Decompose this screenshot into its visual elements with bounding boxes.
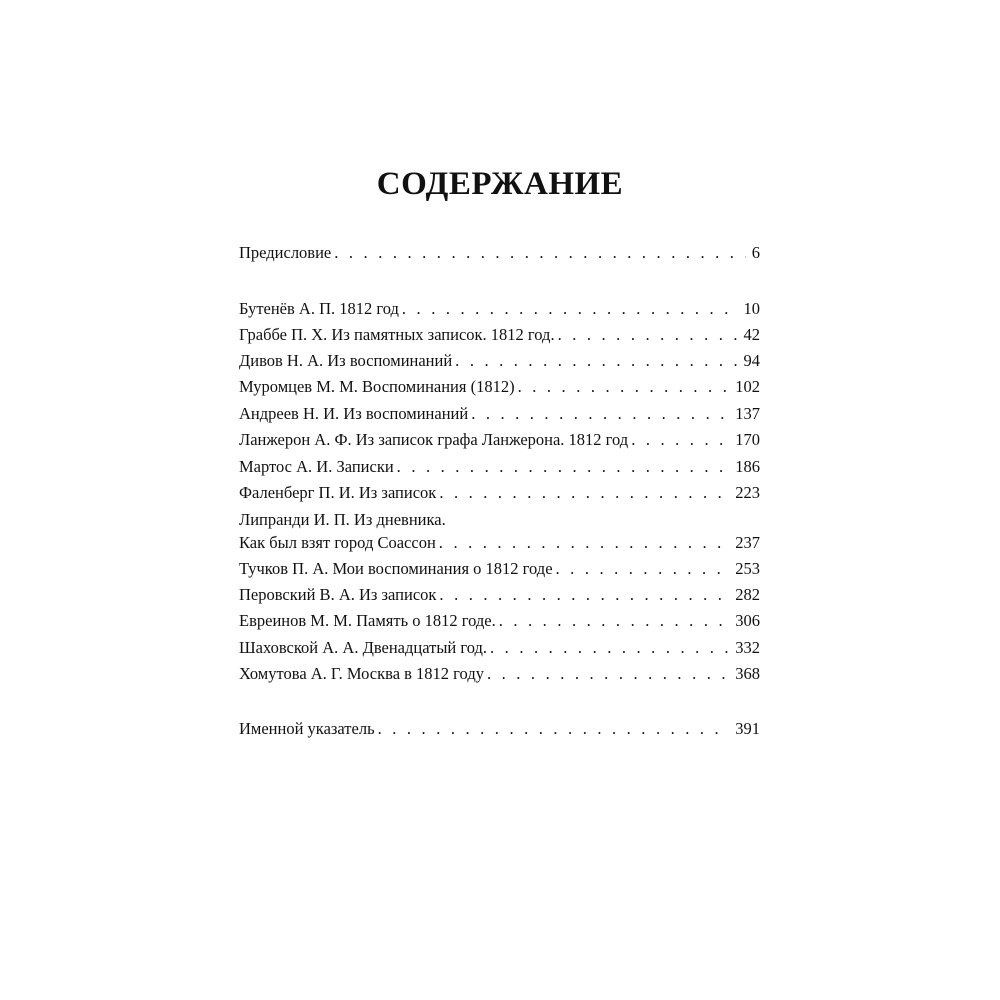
- toc-entry: [239, 322, 760, 348]
- toc-page-number: 94: [743, 351, 760, 370]
- toc-entry-title: Шаховской А. А. Двенадцатый год.: [239, 638, 488, 657]
- dot-leader: [439, 582, 729, 608]
- toc-page-number: 253: [735, 559, 760, 578]
- dot-leader: [397, 454, 730, 480]
- dot-leader: [490, 635, 729, 661]
- toc-entry: [239, 480, 760, 506]
- dot-leader: [518, 374, 730, 400]
- toc-entry-title: Тучков П. А. Мои воспоминания о 1812 годе: [239, 559, 553, 578]
- toc-entry: [239, 661, 760, 687]
- toc-page-number: 170: [735, 430, 760, 449]
- toc-entry-preface: [239, 240, 760, 266]
- toc-entry: [239, 556, 760, 582]
- toc-entry: [239, 401, 760, 427]
- dot-leader: [499, 608, 730, 634]
- dot-leader: [439, 480, 729, 506]
- toc-page-number: 42: [743, 325, 760, 344]
- toc-page-number: 6: [751, 243, 760, 262]
- toc-entry: [239, 454, 760, 480]
- toc-entry: [239, 374, 760, 400]
- toc-entry: [239, 296, 760, 322]
- toc-entry-title: Перовский В. А. Из записок: [239, 585, 437, 604]
- dot-leader: [378, 716, 730, 742]
- dot-leader: [631, 427, 729, 453]
- dot-leader: [487, 661, 729, 687]
- toc-entry-title: Бутенёв А. П. 1812 год: [239, 299, 399, 318]
- toc-entry-title-line1: Липранди И. П. Из дневника.: [239, 510, 446, 529]
- dot-leader: [402, 296, 738, 322]
- toc-entry: [239, 427, 760, 453]
- dot-leader: [455, 348, 737, 374]
- toc-entry-title: Именной указатель: [239, 719, 375, 738]
- toc-entry: [239, 348, 760, 374]
- toc-page-number: 102: [735, 377, 760, 396]
- toc-page-number: 237: [735, 533, 760, 552]
- toc-entry-index: [239, 716, 760, 742]
- toc-page-number: 223: [735, 483, 760, 502]
- toc-page-number: 368: [735, 664, 760, 683]
- toc-entry: [239, 608, 760, 634]
- toc-entry-title: Муромцев М. М. Воспоминания (1812): [239, 377, 515, 396]
- toc-page-number: 186: [735, 457, 760, 476]
- toc-entry: [239, 635, 760, 661]
- toc-page-number: 306: [735, 611, 760, 630]
- toc-page-number: 332: [735, 638, 760, 657]
- toc-entry-title: Граббе П. Х. Из памятных записок. 1812 год.: [239, 325, 555, 344]
- dot-leader: [439, 530, 729, 556]
- toc-entry: [239, 582, 760, 608]
- toc-page-number: 10: [743, 299, 760, 318]
- toc-entry-title: Как был взят город Соассон: [239, 533, 436, 552]
- toc-entry-title: Хомутова А. Г. Москва в 1812 году: [239, 664, 484, 683]
- toc-entry-title: Фаленберг П. И. Из записок: [239, 483, 437, 502]
- toc-entry-title: Ланжерон А. Ф. Из записок графа Ланжерона. 1812 год: [239, 430, 629, 449]
- toc-entry-title: Мартос А. И. Записки: [239, 457, 394, 476]
- toc-entry-title: Евреинов М. М. Память о 1812 годе.: [239, 611, 496, 630]
- toc-entry-title: Дивов Н. А. Из воспоминаний: [239, 351, 453, 370]
- toc-entry-title: Андреев Н. И. Из воспоминаний: [239, 404, 469, 423]
- toc-page-number: 282: [735, 585, 760, 604]
- dot-leader: [556, 556, 730, 582]
- dot-leader: [558, 322, 738, 348]
- toc-entry-title: Предисловие: [239, 243, 332, 262]
- dot-leader: [471, 401, 729, 427]
- toc-entry: [239, 530, 760, 556]
- page-title: СОДЕРЖАНИЕ: [376, 166, 624, 202]
- toc-page-number: 137: [735, 404, 760, 423]
- dot-leader: [334, 240, 746, 266]
- toc-page-number: 391: [735, 719, 760, 738]
